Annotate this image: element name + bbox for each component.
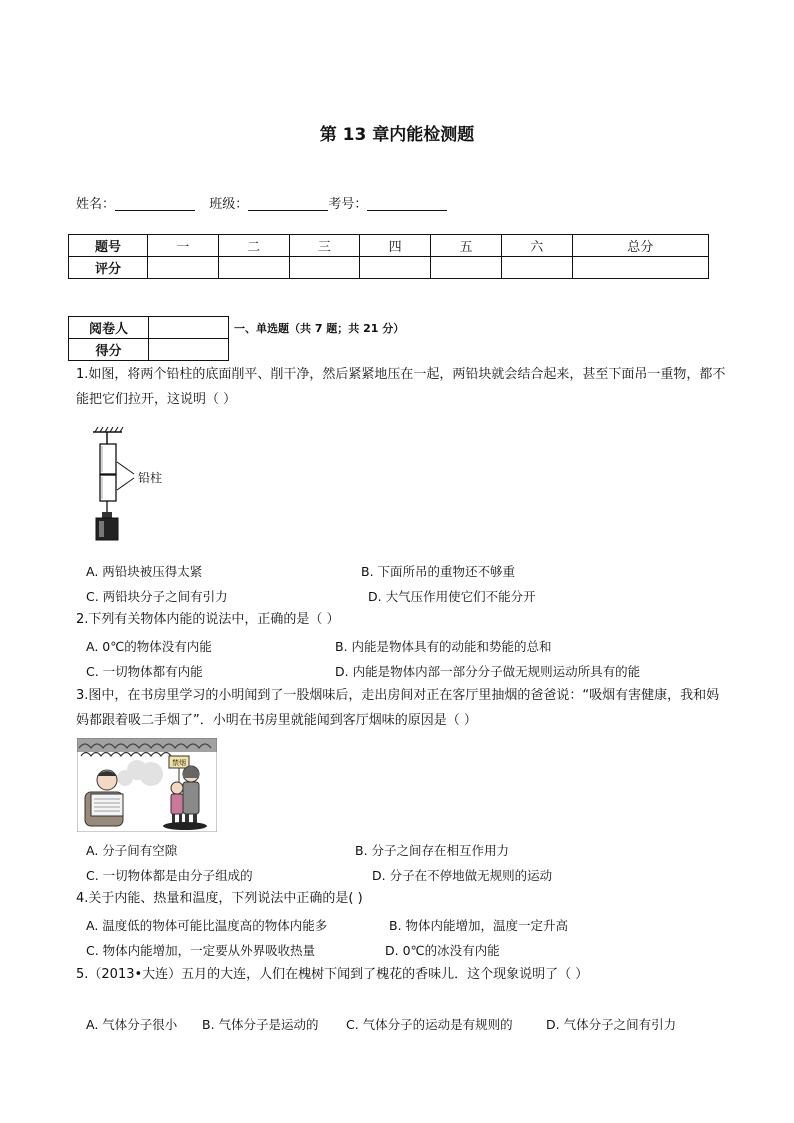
score-value-row bbox=[69, 257, 709, 279]
score-cell[interactable] bbox=[501, 257, 572, 279]
q2-option-a[interactable]: A. 0℃的物体没有内能 bbox=[86, 639, 212, 654]
score-table bbox=[68, 234, 709, 279]
class-label: 班级： bbox=[209, 197, 249, 212]
q1-option-b[interactable]: B. 下面所吊的重物还不够重 bbox=[361, 564, 516, 579]
score-header-row bbox=[69, 235, 709, 257]
question-3-text: 3.图中，在书房里学习的小明闻到了一股烟味后，走出房间对正在客厅里抽烟的爸爸说：“吸烟有害健康，我和妈妈都跟着吸二手烟了”．小明在书房里就能闻到客厅烟味的原因是（ ） bbox=[76, 688, 720, 728]
score-label: 得分 bbox=[69, 339, 149, 361]
q5-option-d[interactable]: D. 气体分子之间有引力 bbox=[546, 1017, 677, 1032]
q5-option-c[interactable]: C. 气体分子的运动是有规则的 bbox=[346, 1017, 513, 1032]
reviewer-label: 阅卷人 bbox=[69, 317, 149, 339]
score-cell[interactable] bbox=[360, 257, 431, 279]
score-cell[interactable] bbox=[218, 257, 289, 279]
q5-option-b[interactable]: B. 气体分子是运动的 bbox=[202, 1017, 319, 1032]
q3-option-d[interactable]: D. 分子在不停地做无规则的运动 bbox=[372, 868, 553, 883]
class-blank[interactable] bbox=[248, 196, 328, 211]
student-info bbox=[76, 193, 447, 212]
smoking-cartoon bbox=[77, 738, 217, 832]
q4-option-a[interactable]: A. 温度低的物体可能比温度高的物体内能多 bbox=[86, 918, 328, 933]
q2-option-d[interactable]: D. 内能是物体内部一部分分子做无规则运动所具有的能 bbox=[335, 664, 641, 679]
exam-blank[interactable] bbox=[367, 196, 447, 211]
score-input-cell[interactable] bbox=[149, 339, 229, 361]
q3-option-a[interactable]: A. 分子间有空隙 bbox=[86, 843, 178, 858]
question-1-text: 1.如图，将两个铅柱的底面削平、削干净，然后紧紧地压在一起，两铅块就会结合起来，甚至下面吊一重物，都不能把它们拉开，这说明（ ） bbox=[76, 367, 726, 407]
q3-option-b[interactable]: B. 分子之间存在相互作用力 bbox=[355, 843, 510, 858]
section-title: 一、单选题（共 7 题；共 21 分） bbox=[234, 322, 405, 335]
q4-option-d[interactable]: D. 0℃的冰没有内能 bbox=[385, 943, 500, 958]
exam-label: 考号： bbox=[328, 197, 368, 212]
reviewer-cell[interactable] bbox=[149, 317, 229, 339]
score-cell[interactable] bbox=[289, 257, 360, 279]
score-cell[interactable] bbox=[572, 257, 708, 279]
q4-option-c[interactable]: C. 物体内能增加，一定要从外界吸收热量 bbox=[86, 943, 316, 958]
score-cell[interactable] bbox=[431, 257, 502, 279]
score-row-label: 评分 bbox=[69, 257, 148, 279]
score-header-cell: 六 bbox=[501, 235, 572, 257]
score-header-cell: 二 bbox=[218, 235, 289, 257]
q3-option-c[interactable]: C. 一切物体都是由分子组成的 bbox=[86, 868, 253, 883]
score-header-cell: 题号 bbox=[69, 235, 148, 257]
q1-option-a[interactable]: A. 两铅块被压得太紧 bbox=[86, 564, 203, 579]
q5-option-a[interactable]: A. 气体分子很小 bbox=[86, 1017, 178, 1032]
q4-option-b[interactable]: B. 物体内能增加，温度一定升高 bbox=[389, 918, 569, 933]
lead-cylinder-figure bbox=[88, 424, 178, 544]
q2-option-c[interactable]: C. 一切物体都有内能 bbox=[86, 664, 203, 679]
score-header-cell: 四 bbox=[360, 235, 431, 257]
name-label: 姓名： bbox=[76, 197, 116, 212]
q1-option-d[interactable]: D. 大气压作用使它们不能分开 bbox=[368, 589, 536, 604]
question-5-text: 5.（2013•大连）五月的大连，人们在槐树下闻到了槐花的香味儿．这个现象说明了（ ） bbox=[76, 967, 589, 982]
q1-option-c[interactable]: C. 两铅块分子之间有引力 bbox=[86, 589, 228, 604]
score-cell[interactable] bbox=[148, 257, 219, 279]
lead-cylinder-label: 铅柱 bbox=[138, 471, 163, 485]
q2-option-b[interactable]: B. 内能是物体具有的动能和势能的总和 bbox=[335, 639, 552, 654]
score-header-cell: 总分 bbox=[572, 235, 708, 257]
question-4-text: 4.关于内能、热量和温度，下列说法中正确的是( ) bbox=[76, 891, 363, 906]
name-blank[interactable] bbox=[115, 196, 195, 211]
page-title: 第 13 章内能检测题 bbox=[319, 125, 475, 145]
no-smoking-sign: 禁烟 bbox=[172, 759, 186, 767]
question-2-text: 2.下列有关物体内能的说法中，正确的是（ ） bbox=[76, 612, 340, 627]
score-header-cell: 五 bbox=[431, 235, 502, 257]
reviewer-table bbox=[68, 316, 229, 361]
score-header-cell: 一 bbox=[148, 235, 219, 257]
score-header-cell: 三 bbox=[289, 235, 360, 257]
